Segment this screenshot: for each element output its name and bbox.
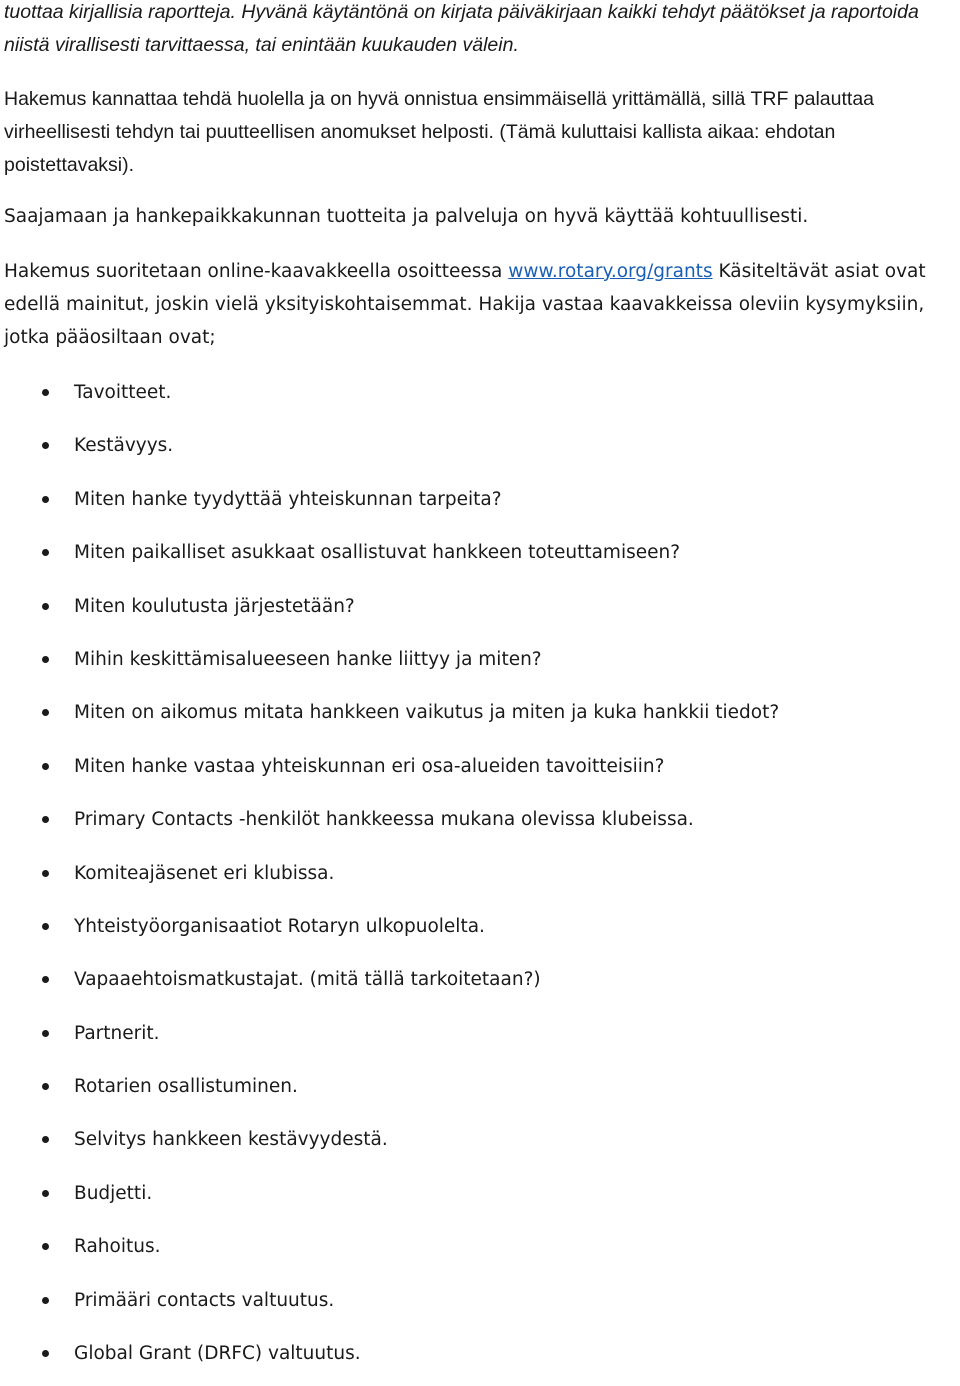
- list-item: [4, 1013, 956, 1066]
- list-item-text: Selvitys hankkeen kestävyydestä.: [74, 1129, 388, 1151]
- list-item: [4, 1173, 956, 1226]
- list-item-text: Miten hanke tyydyttää yhteiskunnan tarpeita?: [74, 488, 502, 510]
- list-item-text: Rahoitus.: [74, 1236, 161, 1258]
- list-item-text: Primary Contacts -henkilöt hankkeessa mukana olevissa klubeissa.: [74, 809, 694, 831]
- list-item: [4, 1226, 956, 1279]
- bullet-icon: [42, 1243, 49, 1250]
- list-item: [4, 425, 956, 478]
- bullet-icon: [42, 763, 49, 770]
- list-item-text: Miten koulutusta järjestetään?: [74, 595, 355, 617]
- list-item: [4, 532, 956, 585]
- bullet-icon: [42, 923, 49, 930]
- bullet-icon: [42, 1350, 49, 1357]
- bullet-icon: [42, 976, 49, 983]
- paragraph-local-products: Saajamaan ja hankepaikkakunnan tuotteita ja palveluja on hyvä käyttää kohtuullisesti.: [4, 206, 809, 227]
- list-item-text: Budjetti.: [74, 1182, 153, 1204]
- list-item-text: Miten hanke vastaa yhteiskunnan eri osa-alueiden tavoitteisiin?: [74, 755, 665, 777]
- bullet-icon: [42, 1190, 49, 1197]
- bullet-icon: [42, 870, 49, 877]
- bullet-icon: [42, 442, 49, 449]
- bullet-icon: [42, 656, 49, 663]
- list-item-text: Miten on aikomus mitata hankkeen vaikutus ja miten ja kuka hankkii tiedot?: [74, 702, 780, 724]
- list-item: [4, 1119, 956, 1172]
- list-item: [4, 692, 956, 745]
- list-item-text: Rotarien osallistuminen.: [74, 1076, 298, 1098]
- list-item-text: Primääri contacts valtuutus.: [74, 1289, 335, 1311]
- bullet-icon: [42, 549, 49, 556]
- bullet-icon: [42, 709, 49, 716]
- list-item-text: Kestävyys.: [74, 435, 174, 457]
- bullet-icon: [42, 1297, 49, 1304]
- list-item: [4, 853, 956, 906]
- bullet-icon: [42, 816, 49, 823]
- paragraph-reporting: tuottaa kirjallisia raportteja. Hyvänä käytäntönä on kirjata päiväkirjaan kaikki tehdyt päätökset ja raportoida niistä virallisesti tarvittaessa, tai enintään kuukauden välein.: [4, 1, 919, 56]
- list-item: [4, 906, 956, 959]
- list-item-text: Vapaaehtoismatkustajat. (mitä tällä tarkoitetaan?): [74, 969, 541, 991]
- list-item: [4, 746, 956, 799]
- list-item-text: Yhteistyöorganisaatiot Rotaryn ulkopuolelta.: [74, 915, 485, 937]
- online-form-intro: Hakemus suoritetaan online-kaavakkeella osoitteessa: [4, 261, 509, 282]
- list-item: [4, 372, 956, 425]
- list-item: [4, 1066, 956, 1119]
- bullet-icon: [42, 1030, 49, 1037]
- list-item: [4, 479, 956, 532]
- list-item: [4, 586, 956, 639]
- list-item-text: Komiteajäsenet eri klubissa.: [74, 862, 335, 884]
- list-item: [4, 1333, 956, 1386]
- list-item: [4, 959, 956, 1012]
- bullet-icon: [42, 389, 49, 396]
- rotary-grants-link[interactable]: www.rotary.org/grants: [508, 261, 713, 282]
- list-item-text: Tavoitteet.: [74, 382, 172, 403]
- online-form-details: Käsiteltävät asiat ovat edellä mainitut, joskin vielä yksityiskohtaisemmat. Hakija vastaa kaavakkeissa oleviin kysymyksiin, jotka pääosiltaan ovat;: [4, 261, 926, 348]
- paragraph-application-care: Hakemus kannattaa tehdä huolella ja on hyvä onnistua ensimmäisellä yrittämällä, sillä TRF palauttaa virheellisesti tehdyn tai puutteellisen anomukset helposti. (Tämä kuluttaisi kallista aikaa: ehdotan poistettavaksi).: [4, 88, 875, 176]
- list-item-text: Mihin keskittämisalueeseen hanke liittyy ja miten?: [74, 648, 542, 670]
- bullet-icon: [42, 496, 49, 503]
- list-item: [4, 1280, 956, 1333]
- bullet-icon: [42, 603, 49, 610]
- list-item-text: Global Grant (DRFC) valtuutus.: [74, 1343, 361, 1365]
- bullet-icon: [42, 1083, 49, 1090]
- list-item: [4, 639, 956, 692]
- list-item-text: Partnerit.: [74, 1022, 160, 1044]
- bullet-icon: [42, 1136, 49, 1143]
- list-item: [4, 799, 956, 852]
- list-item-text: Miten paikalliset asukkaat osallistuvat hankkeen toteuttamiseen?: [74, 542, 681, 564]
- form-questions-list: [4, 372, 956, 1386]
- paragraph-online-form: [4, 255, 956, 354]
